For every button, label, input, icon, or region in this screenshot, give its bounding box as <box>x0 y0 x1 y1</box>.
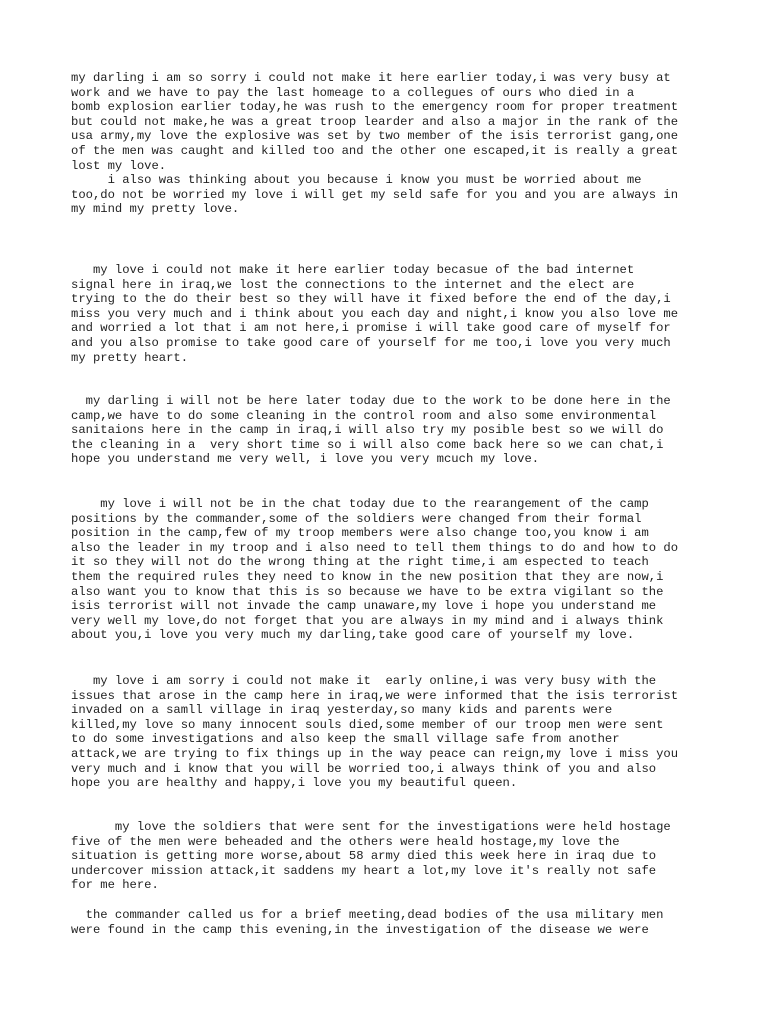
paragraph-1: my darling i am so sorry i could not make it here earlier today,i was very busy at work and we have to pay the last homeage to a collegues of ours who died in a bomb explosion earlier today,he was rush to the emergency room for proper treatment but could not make,he was a great troop learder and also a major in the rank of the usa army,my love the explosive was set by two member of the isis terrorist gang,one of the men was caught and killed too and the other one escaped,it is really a great lost my love. i also was thinking about you because i know you must be worried about me too,do not be worried my love i will get my seld safe for you and you are always in my mind my pretty love. <box>71 71 679 217</box>
paragraph-3: my darling i will not be here later today due to the work to be done here in the camp,we have to do some cleaning in the control room and also some environmental sanitaions here in the camp in iraq,i will also try my posible best so we will do the cleaning in a very short time so i will also come back here so we can chat,i hope you understand me very well, i love you very mcuch my love. <box>71 394 671 467</box>
paragraph-7: the commander called us for a brief meeting,dead bodies of the usa military men were found in the camp this evening,in the investigation of the disease we were <box>71 908 664 937</box>
paragraph-4: my love i will not be in the chat today due to the rearangement of the camp positions by the commander,some of the soldiers were changed from their formal position in the camp,few of my troop members were also change too,you know i am also the leader in my troop and i also need to tell them things to do and how to do it so they will not do the wrong thing at the right time,i am espected to teach them the required rules they need to know in the new position that they are now,i also want you to know that this is so because we have to be extra vigilant so the isis terrorist will not invade the camp unaware,my love i hope you understand me very well my love,do not forget that you are always in my mind and i always think about you,i love you very much my darling,take good care of yourself my love. <box>71 497 679 643</box>
paragraph-6: my love the soldiers that were sent for the investigations were held hostage five of the men were beheaded and the others were heald hostage,my love the situation is getting more worse,about 58 army died this week here in iraq due to undercover mission attack,it saddens my heart a lot,my love it's really not safe for me here. <box>71 820 671 893</box>
paragraph-5: my love i am sorry i could not make it early online,i was very busy with the issues that arose in the camp here in iraq,we were informed that the isis terrorist invaded on a samll village in iraq yesterday,so many kids and parents were killed,my love so many innocent souls died,some member of our troop men were sent to do some investigations and also keep the small village safe from another attack,we are trying to fix things up in the way peace can reign,my love i miss you very much and i know that you will be worried too,i always think of you and also hope you are healthy and happy,i love you my beautiful queen. <box>71 674 679 791</box>
paragraph-2: my love i could not make it here earlier today becasue of the bad internet signal here in iraq,we lost the connections to the internet and the elect are trying to the do their best so they will have it fixed before the end of the day,i miss you very much and i think about you each day and night,i know you also love me and worried a lot that i am not here,i promise i will take good care of myself for and you also promise to take good care of yourself for me too,i love you very much my pretty heart. <box>71 263 679 365</box>
